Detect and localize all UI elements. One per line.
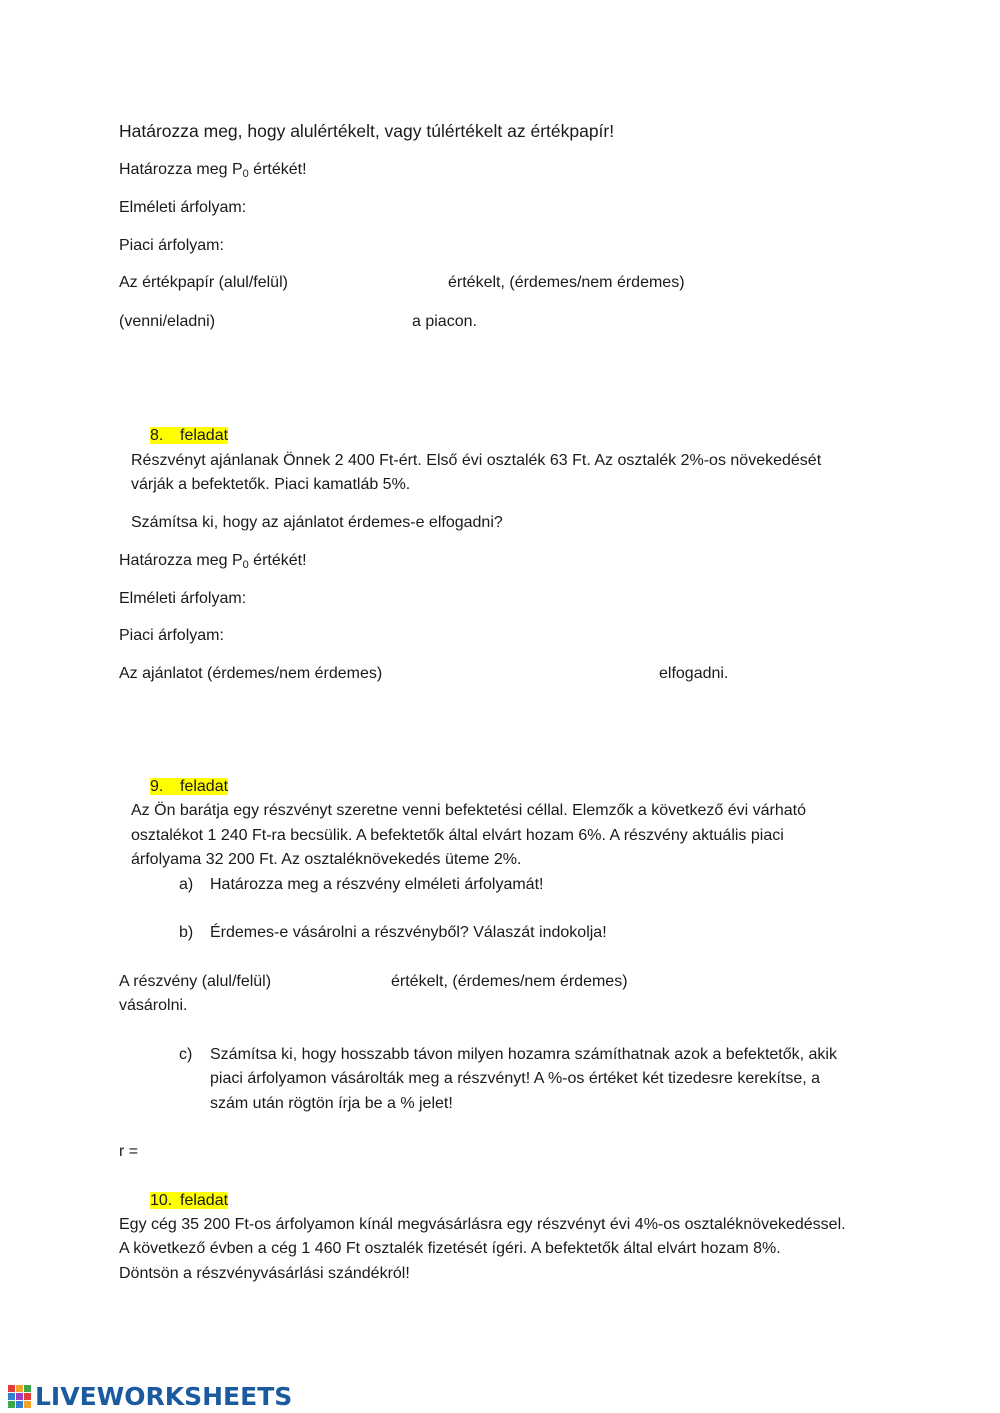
theoretical-price-label: Elméleti árfolyam: [119,199,247,216]
task9-b-text: Érdemes-e vásárolni a részvényből? Válaszát indokolja! [210,924,607,941]
task9-c-line2: piaci árfolyamon vásárolták meg a részvényt! A %-os értéket két tizedesre kerekítse, a [210,1070,821,1087]
task9-c-line1: Számítsa ki, hogy hosszabb távon milyen hozamra számíthatnak azok a befektetők, akik [210,1046,837,1063]
task8-answer-left: Az ajánlatot (érdemes/nem érdemes) [119,665,383,682]
liveworksheets-logo-icon [8,1385,31,1408]
task8-heading: 8. feladat [150,427,229,444]
section-title: Határozza meg, hogy alulértékelt, vagy túlértékelt az értékpapír! [119,121,615,141]
logo-text: LIVEWORKSHEETS [35,1381,293,1411]
task9-answer-right: értékelt, (érdemes/nem érdemes) [391,973,628,990]
task9-c-marker: c) [179,1046,193,1063]
task8-text-line1: Részvényt ajánlanak Önnek 2 400 Ft-ért. Első évi osztalék 63 Ft. Az osztalék 2%-os növekedését [131,452,822,469]
p0-instruction: Határozza meg $P_0$ értékét! [119,161,307,180]
task10-text-line1: Egy cég 35 200 Ft-os árfolyamon kínál megvásárlásra egy részvényt évi 4%-os osztaléknövekedéssel. [119,1216,846,1233]
valuation-line-right: értékelt, (érdemes/nem érdemes) [448,274,685,291]
task9-a-marker: a) [179,876,194,893]
valuation-line-left: Az értékpapír (alul/felül) [119,274,288,291]
task9-answer-left: A részvény (alul/felül) [119,973,272,990]
task9-heading: 9. feladat [150,778,229,795]
task10-text-line2: A következő évben a cég 1 460 Ft osztalék fizetését ígéri. A befektetők által elvárt hozam 8%. [119,1240,781,1257]
market-price-label: Piaci árfolyam: [119,237,224,254]
task8-question: Számítsa ki, hogy az ajánlatot érdemes-e elfogadni? [131,514,503,531]
task9-r-label: r = [119,1143,139,1160]
task9-text-line2: osztalékot 1 240 Ft-ra becsülik. A befektetők által elvárt hozam 6%. A részvény aktuális piaci [131,827,784,844]
task10-heading: 10. feladat [150,1192,229,1209]
task9-b-marker: b) [179,924,194,941]
task10-text-line3: Döntsön a részvényvásárlási szándékról! [119,1265,410,1282]
task9-c-line3: szám után rögtön írja be a % jelet! [210,1095,453,1112]
task9-answer-line2: vásárolni. [119,997,188,1014]
task9-text-line1: Az Ön barátja egy részvényt szeretne venni befektetési céllal. Elemzők a következő évi várható [131,802,807,819]
buy-sell-line-right: a piacon. [412,313,477,330]
task8-answer-right: elfogadni. [659,665,729,682]
liveworksheets-logo[interactable] [8,1380,292,1412]
task8-market-price-label: Piaci árfolyam: [119,627,224,644]
task8-theoretical-price-label: Elméleti árfolyam: [119,590,247,607]
buy-sell-line-left: (venni/eladni) [119,313,216,330]
task8-p0-instruction: Határozza meg $P_0$ értékét! [119,552,307,571]
task8-text-line2: várják a befektetők. Piaci kamatláb 5%. [131,476,411,493]
task9-a-text: Határozza meg a részvény elméleti árfolyamát! [210,876,544,893]
task9-text-line3: árfolyama 32 200 Ft. Az osztaléknövekedés üteme 2%. [131,851,522,868]
